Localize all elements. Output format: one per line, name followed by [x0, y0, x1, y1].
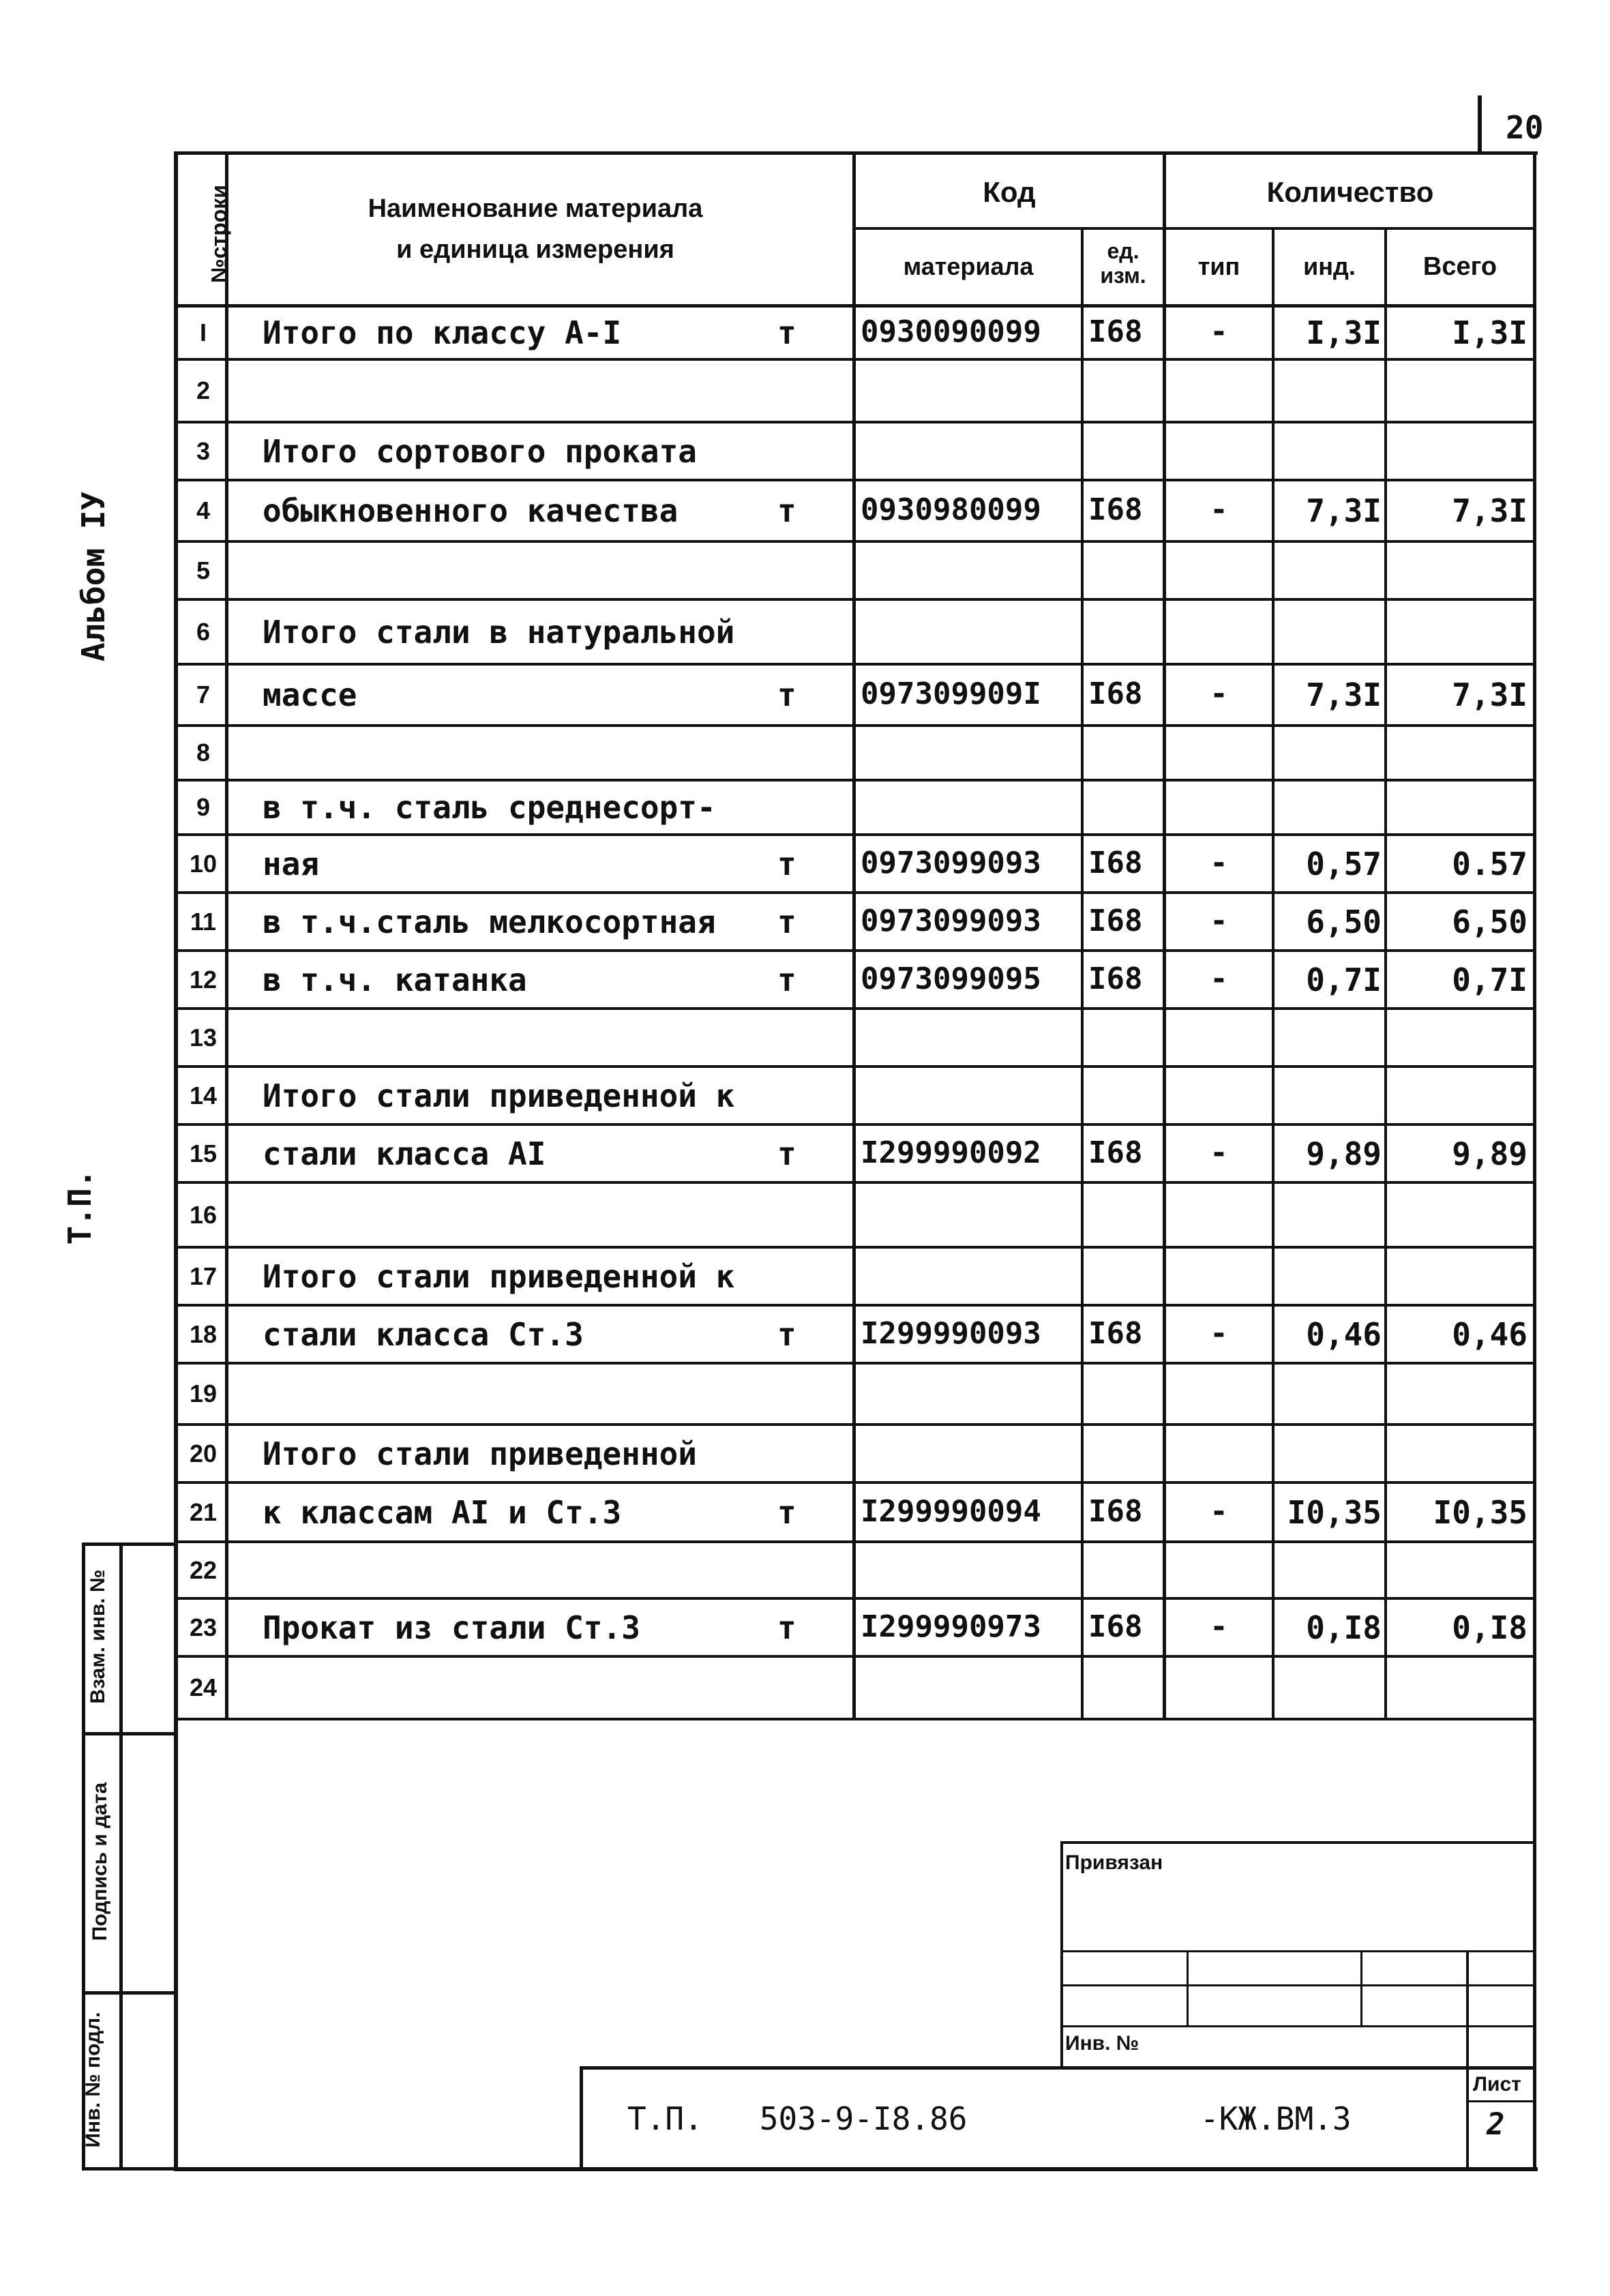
cell-total: 0,I8 — [1452, 1609, 1527, 1646]
cell-ind: 0,46 — [1306, 1316, 1382, 1353]
row-number: 12 — [189, 966, 218, 994]
cell-ind: 0,I8 — [1306, 1609, 1382, 1646]
cell-type: - — [1210, 492, 1228, 527]
stamp-podpis-data: Подпись и дата — [89, 1782, 111, 1941]
cell-type: - — [1210, 961, 1228, 996]
album-label: Альбом IУ — [75, 491, 112, 661]
material-name: Итого стали приведенной к — [263, 1258, 735, 1295]
cell-type: - — [1210, 904, 1228, 938]
inv-no-label: Инв. № — [1065, 2032, 1139, 2055]
unit-symbol: т — [777, 961, 796, 998]
header-name-2: и единица измерения — [396, 235, 674, 264]
row-number: 10 — [189, 850, 218, 878]
cell-unit: I68 — [1088, 1609, 1143, 1644]
unit-symbol: т — [777, 314, 796, 351]
material-name: к классам AI и Ст.3 — [263, 1494, 622, 1531]
row-number: 21 — [189, 1498, 218, 1526]
row-number: 22 — [189, 1556, 218, 1584]
header-code: Код — [983, 176, 1036, 208]
cell-type: - — [1210, 1135, 1228, 1170]
stamp-inv-vzam: Взам. инв. № — [87, 1569, 109, 1704]
header-unit-2: изм. — [1100, 263, 1146, 288]
material-name: обыкновенного качества — [263, 492, 679, 529]
cell-code: 0973099093 — [861, 904, 1041, 938]
row-number: 6 — [196, 618, 211, 646]
cell-code: 0973099095 — [861, 961, 1041, 996]
cell-ind: 9,89 — [1306, 1135, 1382, 1172]
row-number: 15 — [189, 1139, 218, 1167]
doc-suffix: -КЖ.ВМ.3 — [1200, 2100, 1352, 2137]
row-number: 9 — [196, 793, 211, 821]
cell-total: 0.57 — [1452, 846, 1527, 882]
cell-ind: I,3I — [1306, 314, 1382, 351]
header-quantity: Количество — [1266, 176, 1434, 208]
cell-type: - — [1210, 1316, 1228, 1351]
cell-code: I299990093 — [861, 1316, 1041, 1351]
material-name: массе — [263, 676, 357, 713]
cell-unit: I68 — [1088, 1135, 1143, 1170]
row-number: 3 — [196, 437, 211, 465]
cell-code: 0930980099 — [861, 492, 1041, 527]
cell-unit: I68 — [1088, 846, 1143, 880]
cell-ind: 0,57 — [1306, 846, 1382, 882]
unit-symbol: т — [777, 904, 796, 940]
material-name: стали класса Ст.3 — [263, 1316, 584, 1353]
material-name: в т.ч. сталь среднесорт- — [263, 789, 716, 826]
cell-code: I299990094 — [861, 1494, 1041, 1529]
row-number: 23 — [189, 1613, 218, 1641]
cell-unit: I68 — [1088, 904, 1143, 938]
privyazan-label: Привязан — [1065, 1851, 1163, 1874]
cell-total: 0,46 — [1452, 1316, 1527, 1353]
header-ind: инд. — [1303, 252, 1356, 280]
material-name: Итого по классу А-I — [263, 314, 622, 351]
cell-unit: I68 — [1088, 314, 1143, 349]
material-name: Итого стали в натуральной — [263, 614, 735, 651]
cell-total: 7,3I — [1452, 492, 1527, 529]
unit-symbol: т — [777, 1494, 796, 1531]
unit-symbol: т — [777, 1316, 796, 1353]
cell-ind: 7,3I — [1306, 492, 1382, 529]
cell-code: 0930090099 — [861, 314, 1041, 349]
row-number: 5 — [196, 556, 211, 584]
sheet-label: Лист — [1473, 2073, 1521, 2096]
stamp-inv-podl: Инв. № подл. — [82, 2012, 104, 2148]
cell-total: 6,50 — [1452, 904, 1527, 940]
cell-code: I299990973 — [861, 1609, 1041, 1644]
unit-symbol: т — [777, 1135, 796, 1172]
cell-unit: I68 — [1088, 492, 1143, 527]
row-number: 19 — [189, 1380, 218, 1407]
row-number: 13 — [189, 1024, 218, 1052]
cell-unit: I68 — [1088, 1494, 1143, 1529]
row-number: 18 — [189, 1320, 218, 1348]
cell-ind: 6,50 — [1306, 904, 1382, 940]
row-number: 20 — [189, 1440, 218, 1467]
row-number: 24 — [189, 1673, 218, 1701]
cell-unit: I68 — [1088, 1316, 1143, 1351]
material-name: в т.ч. катанка — [263, 961, 527, 998]
row-number: 7 — [196, 681, 211, 709]
doc-code: Т.П. 503-9-I8.86 — [627, 2100, 968, 2137]
row-number: 16 — [189, 1201, 218, 1229]
unit-symbol: т — [777, 846, 796, 882]
cell-unit: I68 — [1088, 961, 1143, 996]
cell-code: I299990092 — [861, 1135, 1041, 1170]
header-row-no: №строки — [207, 185, 231, 283]
row-number: I — [199, 318, 207, 346]
row-number: 11 — [190, 908, 217, 936]
cell-total: I0,35 — [1433, 1494, 1527, 1531]
cell-code: 097309909I — [861, 676, 1041, 711]
material-name: Итого сортового проката — [263, 433, 697, 470]
cell-type: - — [1210, 846, 1228, 880]
material-name: в т.ч.сталь мелкосортная — [263, 904, 716, 940]
cell-type: - — [1210, 1609, 1228, 1644]
cell-total: 9,89 — [1452, 1135, 1527, 1172]
material-name: Итого стали приведенной к — [263, 1077, 735, 1114]
cell-type: - — [1210, 676, 1228, 711]
header-material: материала — [903, 252, 1034, 280]
row-number: 2 — [196, 376, 211, 404]
row-number: 14 — [189, 1082, 218, 1109]
cell-ind: 7,3I — [1306, 676, 1382, 713]
tp-label: Т.П. — [61, 1169, 98, 1245]
header-unit: ед. — [1107, 239, 1139, 263]
header-type: тип — [1197, 252, 1240, 280]
cell-total: I,3I — [1452, 314, 1527, 351]
cell-type: - — [1210, 314, 1228, 349]
header-total: Всего — [1422, 252, 1497, 281]
cell-ind: I0,35 — [1287, 1494, 1382, 1531]
cell-type: - — [1210, 1494, 1228, 1529]
unit-symbol: т — [777, 492, 796, 529]
row-number: 17 — [189, 1262, 218, 1290]
header-name: Наименование материала — [368, 194, 703, 223]
sheet-number: 2 — [1487, 2107, 1505, 2142]
cell-code: 0973099093 — [861, 846, 1041, 880]
material-name: Итого стали приведенной — [263, 1435, 697, 1472]
cell-unit: I68 — [1088, 676, 1143, 711]
page-number: 20 — [1506, 109, 1544, 146]
cell-total: 7,3I — [1452, 676, 1527, 713]
cell-ind: 0,7I — [1306, 961, 1382, 998]
material-name: ная — [263, 846, 320, 882]
row-number: 4 — [196, 496, 211, 524]
material-name: стали класса AI — [263, 1135, 546, 1172]
row-number: 8 — [196, 739, 211, 766]
material-name: Прокат из стали Ст.3 — [263, 1609, 640, 1646]
unit-symbol: т — [777, 1609, 796, 1646]
cell-total: 0,7I — [1452, 961, 1527, 998]
unit-symbol: т — [777, 676, 796, 713]
